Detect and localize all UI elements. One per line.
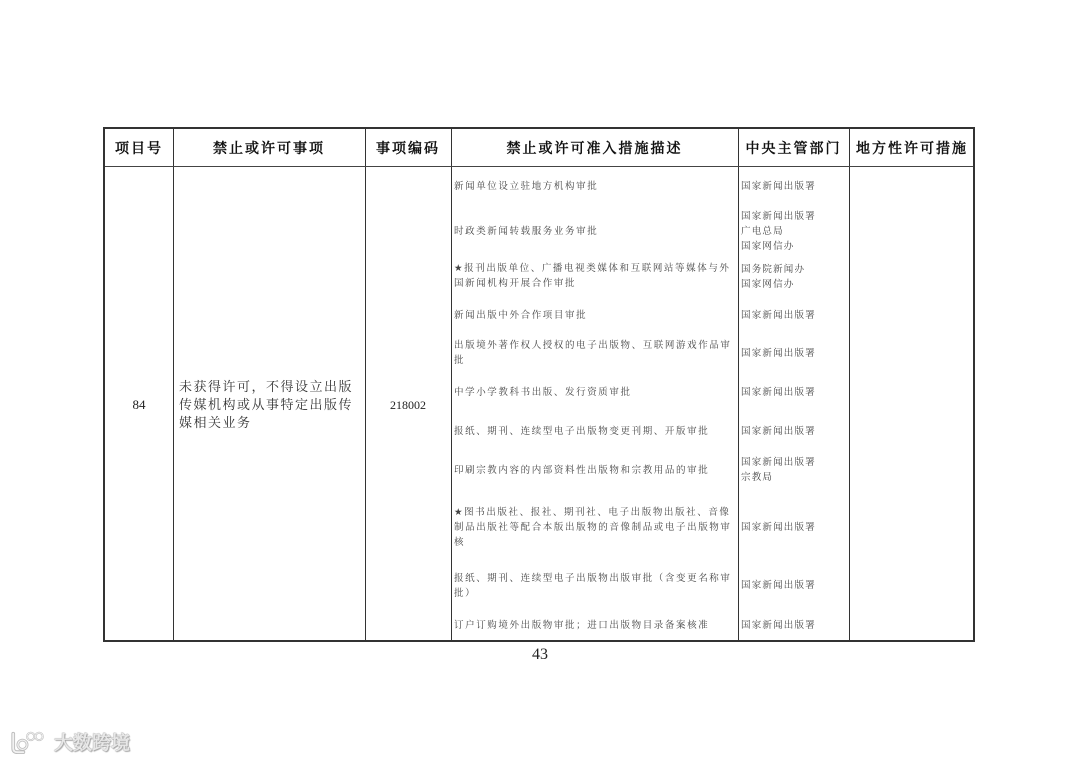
department-cell [741,578,847,593]
header-department: 中央主管部门 [745,141,842,157]
department-name: 国家新闻出版署 [741,580,816,591]
measure-description: 新闻出版中外合作项目审批 [454,310,588,321]
header-matter: 禁止或许可事项 [213,141,325,157]
department-name: 国家新闻出版署 [741,457,816,468]
measure-description: 报纸、期刊、连续型电子出版物出版审批（含变更名称审批） [454,573,732,599]
department-cell [741,520,847,535]
department-name: 国家新闻出版署 [741,348,816,359]
header-code: 事项编码 [376,141,440,157]
department-cell [741,346,847,361]
local-measures-cell [849,168,975,642]
measure-description: ★报刊出版单位、广播电视类媒体和互联网站等媒体与外国新闻机构开展合作审批 [454,263,731,289]
department-name: 国家新闻出版署 [741,522,816,533]
header-item-no: 项目号 [115,141,163,157]
header-description: 禁止或许可准入措施描述 [506,141,683,157]
column-divider [738,129,739,640]
measure-description: 新闻单位设立驻地方机构审批 [454,181,599,192]
department-name: 国家新闻出版署 [741,620,816,631]
department-cell [741,618,847,633]
department-name: 国家新闻出版署 [741,211,816,222]
measure-description: 印刷宗教内容的内部资料性出版物和宗教用品的审批 [454,465,710,476]
measure-description: 出版境外著作权人授权的电子出版物、互联网游戏作品审批 [454,340,732,366]
measure-description: 报纸、期刊、连续型电子出版物变更刊期、开版审批 [454,426,710,437]
department-name: 国家新闻出版署 [741,387,816,398]
department-cell [741,262,847,292]
department-name: 广电总局 [741,226,784,237]
department-name: 国家新闻出版署 [741,426,816,437]
measure-description: 时政类新闻转载服务业务审批 [454,226,599,237]
department-cell [741,308,847,323]
item-number: 84 [132,397,146,412]
column-divider [173,129,174,640]
watermark [8,728,130,755]
department-cell [741,455,847,485]
department-name: 宗教局 [741,472,774,483]
department-name: 国务院新闻办 [741,264,806,275]
department-cell [741,385,847,400]
header-local-measures: 地方性许可措施 [856,141,968,157]
watermark-text: 大数跨境 [54,732,131,754]
matter-text: 未获得许可，不得设立出版传媒机构或从事特定出版传媒相关业务 [179,380,354,431]
measure-description: ★图书出版社、报社、期刊社、电子出版物出版社、音像制品出版社等配合本版出版物的音像制品或电子出版物审核 [454,507,732,548]
department-name: 国家新闻出版署 [741,181,816,192]
item-code: 218002 [390,397,426,412]
column-divider [451,129,452,640]
page-number: 43 [532,646,548,663]
department-cell [741,179,847,194]
watermark-logo-icon [8,730,48,754]
department-cell [741,209,847,254]
measure-description: 订户订购境外出版物审批；进口出版物目录备案核准 [454,620,710,631]
department-name: 国家网信办 [741,279,795,290]
negative-list-table [103,127,975,642]
measure-description: 中学小学教科书出版、发行资质审批 [454,387,632,398]
department-name: 国家网信办 [741,241,795,252]
department-cell [741,424,847,439]
department-name: 国家新闻出版署 [741,310,816,321]
